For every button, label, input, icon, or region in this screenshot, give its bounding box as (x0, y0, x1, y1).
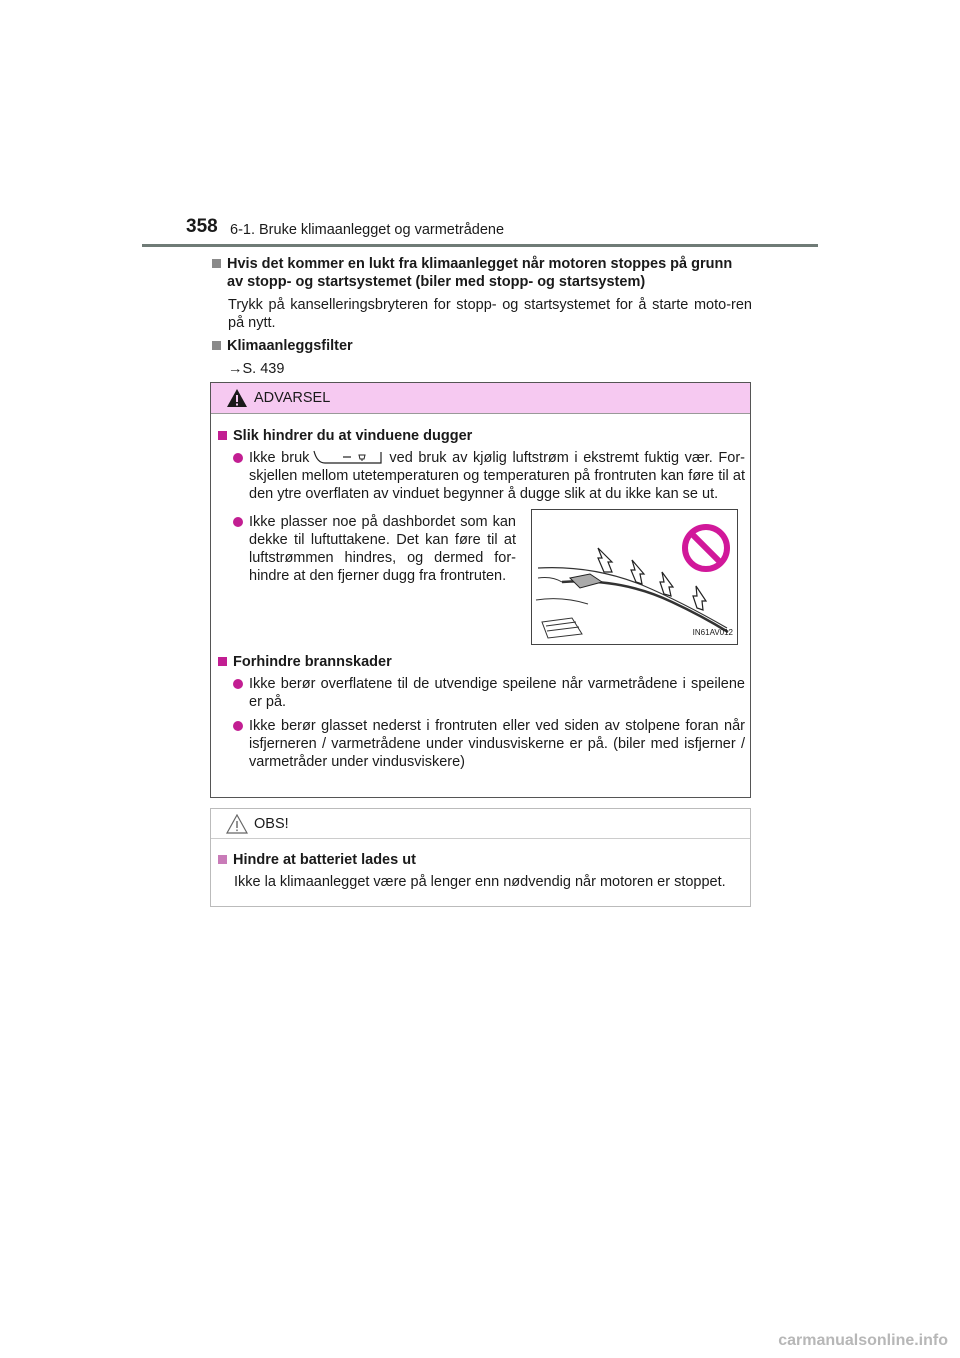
list-item: Ikke plasser noe på dashbordet som kan dekke til luftuttakene. Det kan føre til at luftstrømmen hindres, og dermed for-hindre at den fjerner dugg fra frontruten. (216, 513, 516, 585)
round-bullet-icon (233, 679, 243, 689)
notice-box (210, 808, 751, 907)
square-bullet-icon (218, 855, 227, 864)
notice-body (216, 851, 745, 891)
warning-triangle-icon (226, 388, 248, 408)
page-reference-link[interactable]: →S. 439 (228, 361, 285, 377)
warning-header (211, 383, 750, 414)
footer-watermark: carmanualsonline.info (778, 1332, 948, 1349)
notice-header (211, 809, 750, 839)
main-content (210, 255, 752, 382)
dashboard-illustration (531, 509, 738, 645)
list-item: Ikke berør glasset nederst i frontruten eller ved siden av stolpene foran når isfjerneren / varmetrådene under vindusviskerne er på. (biler med isfjerner / varmetråder under vindusviskere) (216, 717, 745, 771)
notice-title: Hindre at batteriet lades ut (233, 852, 416, 868)
round-bullet-icon (233, 517, 243, 527)
square-bullet-icon (218, 657, 227, 666)
section-ac-filter (210, 337, 752, 378)
section-title: Klimaanleggsfilter (227, 338, 353, 354)
section-title: Hvis det kommer en lukt fra klimaanlegget når motoren stoppes på grunn av stopp- og startsystemet (biler med stopp- og startsystem) (227, 256, 733, 290)
notice-label: OBS! (254, 815, 289, 832)
warning-box (210, 382, 751, 798)
list-item: Ikke berør overflatene til de utvendige speilene når varmetrådene i speilene er på. (216, 675, 745, 711)
figure-row (216, 509, 745, 645)
square-bullet-icon (212, 259, 221, 268)
section-body: Trykk på kanselleringsbryteren for stopp- og startsystemet for å starte moto-ren på nytt. (228, 297, 752, 331)
page-number: 358 (186, 216, 218, 237)
square-bullet-icon (212, 341, 221, 350)
defogger-button-icon (313, 449, 385, 466)
round-bullet-icon (233, 453, 243, 463)
warning-body (216, 427, 745, 771)
warning-label: ADVARSEL (254, 390, 331, 406)
section-header: 6-1. Bruke klimaanlegget og varmetrådene (230, 222, 505, 238)
figure-label: IN61AV012 (692, 628, 733, 637)
square-bullet-icon (218, 431, 227, 440)
header-rule (142, 244, 818, 247)
caution-triangle-icon (226, 814, 248, 834)
warning-group-title: Slik hindrer du at vinduene dugger (233, 428, 473, 444)
notice-text: Ikke la klimaanlegget være på lenger enn nødvendig når motoren er stoppet. (234, 874, 726, 890)
warning-group-title: Forhindre brannskader (233, 654, 392, 670)
round-bullet-icon (233, 721, 243, 731)
section-stop-start-odor (210, 255, 752, 332)
list-item: Ikke bruk ved bruk av kjølig luftstrøm i ekstremt fuktig vær. For-skjellen mellom utetemperaturen og temperaturen på frontruten kan føre til at den ytre overflaten av vinduet begynner å dugge slik at du ikke kan se ut. (216, 449, 745, 503)
